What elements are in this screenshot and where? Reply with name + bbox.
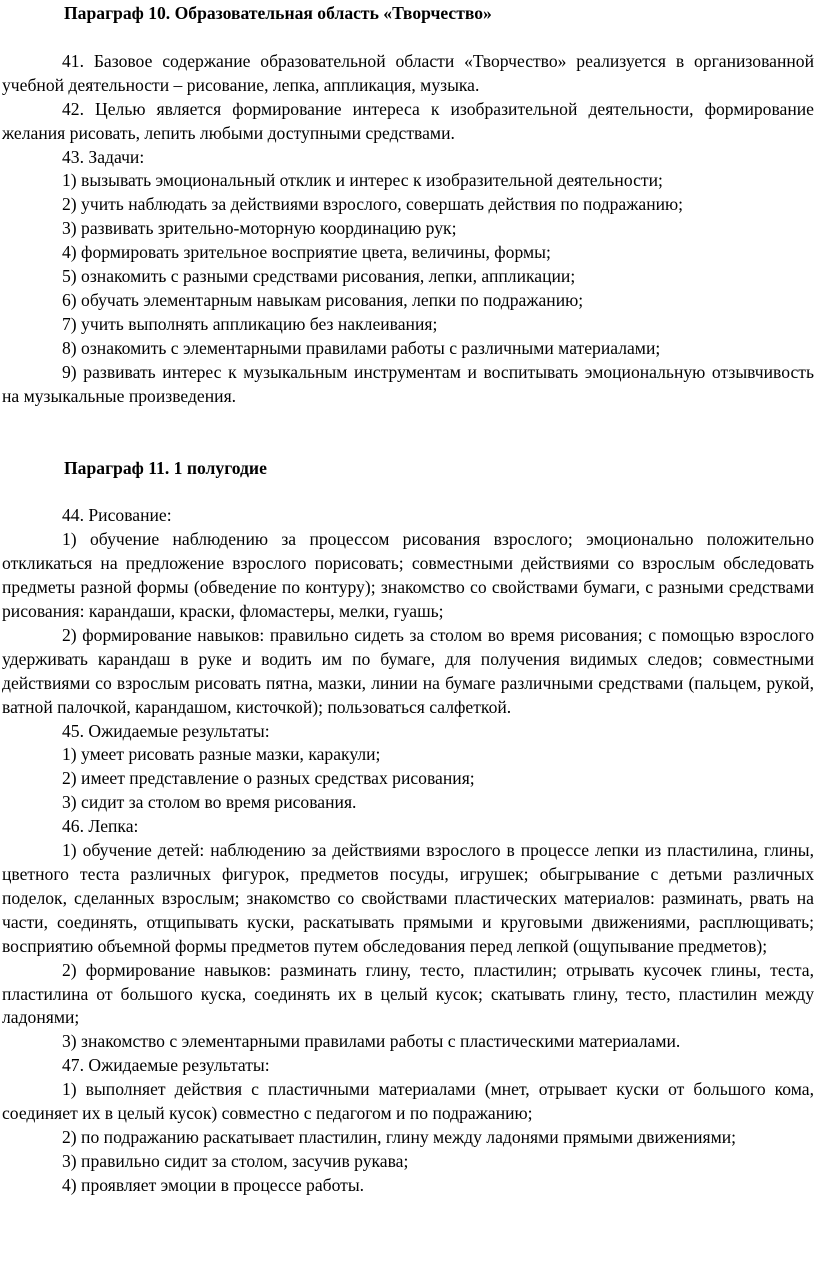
task-item-1: 1) вызывать эмоциональный отклик и интерес к изобразительной деятельности; (62, 170, 663, 191)
paragraph-47: 47. Ожидаемые результаты: (62, 1055, 270, 1076)
paragraph-41: 41. Базовое содержание образовательной области «Творчество» реализуется в организованной учебной деятельности – рисование, лепка, аппликация, музыка. (2, 50, 814, 95)
task-item-7: 7) учить выполнять аппликацию без наклеивания; (62, 313, 438, 334)
modeling-result-2: 2) по подражанию раскатывает пластилин, глину между ладонями прямыми движениями; (62, 1126, 737, 1147)
modeling-item-3: 3) знакомство с элементарными правилами работы с пластическими материалами. (62, 1031, 681, 1052)
paragraph-42: 42. Целью является формирование интереса к изобразительной деятельности, формирование желания рисовать, лепить любыми доступными средствами. (2, 98, 814, 143)
task-item-2: 2) учить наблюдать за действиями взрослого, совершать действия по подражанию; (62, 194, 684, 215)
section-10-heading: Параграф 10. Образовательная область «Творчество» (64, 3, 492, 23)
drawing-result-3: 3) сидит за столом во время рисования. (62, 792, 357, 813)
task-item-8: 8) ознакомить с элементарными правилами работы с различными материалами; (62, 337, 661, 358)
drawing-item-2: 2) формирование навыков: правильно сидеть за столом во время рисования; с помощью взрослого удерживать карандаш в руке и водить им по бумаге, для получения видимых следов; совместными действиями со взрослым рисовать пятна, мазки, линии на бумаге различными средствами (пальцем, рукой, ватной палочкой, карандашом, кисточкой); пользоваться салфеткой. (2, 624, 814, 717)
modeling-item-1: 1) обучение детей: наблюдению за действиями взрослого в процессе лепки из пластилина, глины, цветного теста различных фигурок, предметов посуды, игрушек; обыгрывание с детьми различных поделок, сделанных взрослым; знакомство со свойствами пластических материалов: разминать, рвать на части, соединять, отщипывать куски, раскатывать прямыми и круговыми движениями, расплющивать; восприятию объемной формы предметов путем обследования перед лепкой (ощупывание предметов); (2, 840, 814, 956)
task-item-9: 9) развивать интерес к музыкальным инструментам и воспитывать эмоциональную отзывчивость на музыкальные произведения. (2, 361, 814, 406)
paragraph-46: 46. Лепка: (62, 816, 139, 837)
task-item-6: 6) обучать элементарным навыкам рисования, лепки по подражанию; (62, 289, 584, 310)
drawing-result-1: 1) умеет рисовать разные мазки, каракули; (62, 744, 381, 765)
task-item-4: 4) формировать зрительное восприятие цвета, величины, формы; (62, 242, 551, 263)
modeling-result-1: 1) выполняет действия с пластичными материалами (мнет, отрывает куски от большого кома, соединяет их в целый кусок) совместно с педагогом и по подражанию; (2, 1079, 814, 1124)
paragraph-43: 43. Задачи: (62, 146, 145, 167)
drawing-result-2: 2) имеет представление о разных средствах рисования; (62, 768, 475, 789)
paragraph-44: 44. Рисование: (62, 505, 172, 526)
modeling-result-3: 3) правильно сидит за столом, засучив рукава; (62, 1150, 409, 1171)
modeling-result-4: 4) проявляет эмоции в процессе работы. (62, 1174, 365, 1195)
section-11-heading: Параграф 11. 1 полугодие (64, 457, 267, 478)
task-item-3: 3) развивать зрительно-моторную координацию рук; (62, 218, 457, 239)
drawing-item-1: 1) обучение наблюдению за процессом рисования взрослого; эмоционально положительно откликаться на предложение взрослого порисовать; совместными действиями со взрослым обследовать предметы разной формы (обведение по контуру); знакомство со свойствами бумаги, с разными средствами рисования: карандаши, краски, фломастеры, мелки, гуашь; (2, 529, 814, 622)
spacer (2, 409, 814, 457)
paragraph-45: 45. Ожидаемые результаты: (62, 720, 270, 741)
modeling-item-2: 2) формирование навыков: разминать глину, тесто, пластилин; отрывать кусочек глины, теста, пластилина от большого куска, соединять их в целый кусок; скатывать глину, тесто, пластилин между ладонями; (2, 959, 814, 1028)
task-item-5: 5) ознакомить с разными средствами рисования, лепки, аппликации; (62, 266, 576, 287)
spacer (2, 26, 814, 50)
spacer (2, 480, 814, 504)
